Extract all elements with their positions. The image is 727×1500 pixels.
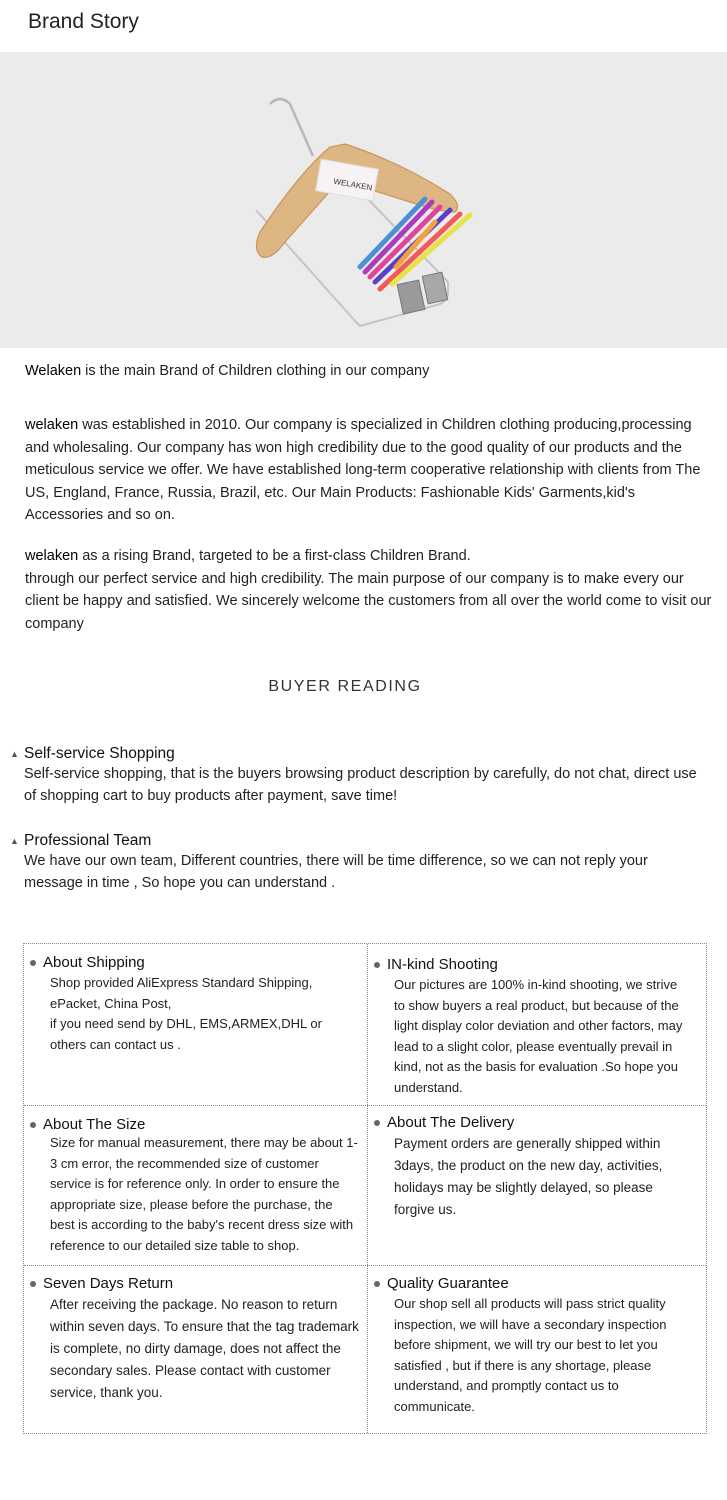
hanger-hook bbox=[270, 99, 313, 156]
cell-heading: About The Size bbox=[43, 1116, 146, 1133]
brand-name: welaken bbox=[25, 417, 79, 433]
tip-body: Self-service shopping, that is the buyers browsing product description by carefully, do not chat, direct use of shopping cart to buy products after payment, save time! bbox=[24, 766, 697, 804]
brand-goal-detail: through our perfect service and high credibility. The main purpose of our company is to make every our client be happy and satisfied. We sincerely welcome the customers from all over the world come to visit our company bbox=[25, 570, 712, 632]
tip-heading: Self-service Shopping bbox=[24, 745, 175, 762]
info-cell-shipping bbox=[30, 954, 362, 1055]
cell-body: Our shop sell all products will pass strict quality inspection, we will have a secondary inspection before shipment, we will try our best to let you satisfied , but if there is any shortage, please understand, and promptly contact us to communicate. bbox=[394, 1296, 667, 1414]
cell-body: After receiving the package. No reason to return within seven days. To ensure that the tag trademark is complete, no dirty damage, does not affect the secondary sales. Please contact with customer service, thank you. bbox=[50, 1297, 359, 1400]
bullet-icon bbox=[374, 1120, 380, 1126]
cell-heading: Quality Guarantee bbox=[387, 1275, 509, 1292]
cell-body: Size for manual measurement, there may be about 1-3 cm error, the recommended size of customer service is for reference only. In order to ensure the appropriate size, please before the purchase, the best is according to the baby's recent dress size with reference to our detailed size table to shop. bbox=[50, 1135, 358, 1253]
triangle-icon: ▲ bbox=[10, 836, 19, 846]
info-cell-quality bbox=[374, 1275, 700, 1417]
bullet-icon bbox=[374, 962, 380, 968]
info-cell-shooting bbox=[374, 956, 700, 1098]
bullet-icon bbox=[30, 1122, 36, 1128]
info-grid bbox=[23, 943, 707, 1434]
company-description-text: was established in 2010. Our company is specialized in Children clothing producing,processing and wholesaling. Our company has won high credibility due to the good quality of our products and the meticulous service we offer. We have established long-term cooperative relationship with clients from The US, England, France, Russia, Brazil, etc. Our Main Products: Fashionable Kids' Garments,kid's Accessories and so on. bbox=[25, 417, 701, 523]
bullet-icon bbox=[374, 1281, 380, 1287]
brand-name: Welaken bbox=[25, 363, 82, 379]
grid-divider bbox=[24, 1105, 706, 1106]
brand-intro bbox=[25, 360, 715, 383]
cell-body: Shop provided AliExpress Standard Shipping, ePacket, China Post, if you need send by DHL, EMS,ARMEX,DHL or others can contact us . bbox=[50, 975, 322, 1052]
cell-heading: About The Delivery bbox=[387, 1114, 515, 1131]
grid-divider bbox=[367, 944, 368, 1433]
company-description bbox=[25, 414, 715, 527]
brand-name: welaken bbox=[25, 548, 79, 564]
tip-heading: Professional Team bbox=[24, 832, 152, 849]
grid-divider bbox=[24, 1265, 706, 1266]
cell-heading: About Shipping bbox=[43, 954, 145, 971]
cell-body: Payment orders are generally shipped within 3days, the product on the new day, activities, holidays may be slightly delayed, so please forgive us. bbox=[394, 1136, 663, 1217]
cell-body: Our pictures are 100% in-kind shooting, we strive to show buyers a real product, but because of the light display color deviation and other factors, may lead to a slight color, please eventually prevail in kind, not as the basis for evaluation .So hope you understand. bbox=[394, 977, 683, 1095]
brand-goal-text: as a rising Brand, targeted to be a first-class Children Brand. bbox=[78, 548, 471, 564]
hanger-illustration bbox=[0, 52, 727, 348]
tip-body: We have our own team, Different countries, there will be time difference, so we can not reply your message in time , So hope you can understand . bbox=[24, 853, 648, 891]
tip-professional-team bbox=[10, 832, 710, 894]
hero-image bbox=[0, 52, 727, 348]
cell-heading: Seven Days Return bbox=[43, 1275, 174, 1292]
clips bbox=[397, 272, 448, 314]
bullet-icon bbox=[30, 1281, 36, 1287]
info-cell-size bbox=[30, 1116, 362, 1256]
hanger-wood bbox=[256, 144, 457, 257]
hero-tag-text: WELAKEN bbox=[332, 176, 373, 193]
brand-goal bbox=[25, 545, 715, 635]
bullet-icon bbox=[30, 960, 36, 966]
triangle-icon: ▲ bbox=[10, 749, 19, 759]
info-cell-return bbox=[30, 1275, 362, 1404]
info-cell-delivery bbox=[374, 1114, 700, 1221]
buyer-reading-heading: BUYER READING bbox=[268, 678, 422, 695]
cell-heading: IN-kind Shooting bbox=[387, 956, 498, 973]
brand-intro-text: is the main Brand of Children clothing in our company bbox=[81, 363, 430, 379]
page-title: Brand Story bbox=[28, 10, 139, 33]
tip-self-service bbox=[10, 745, 710, 807]
